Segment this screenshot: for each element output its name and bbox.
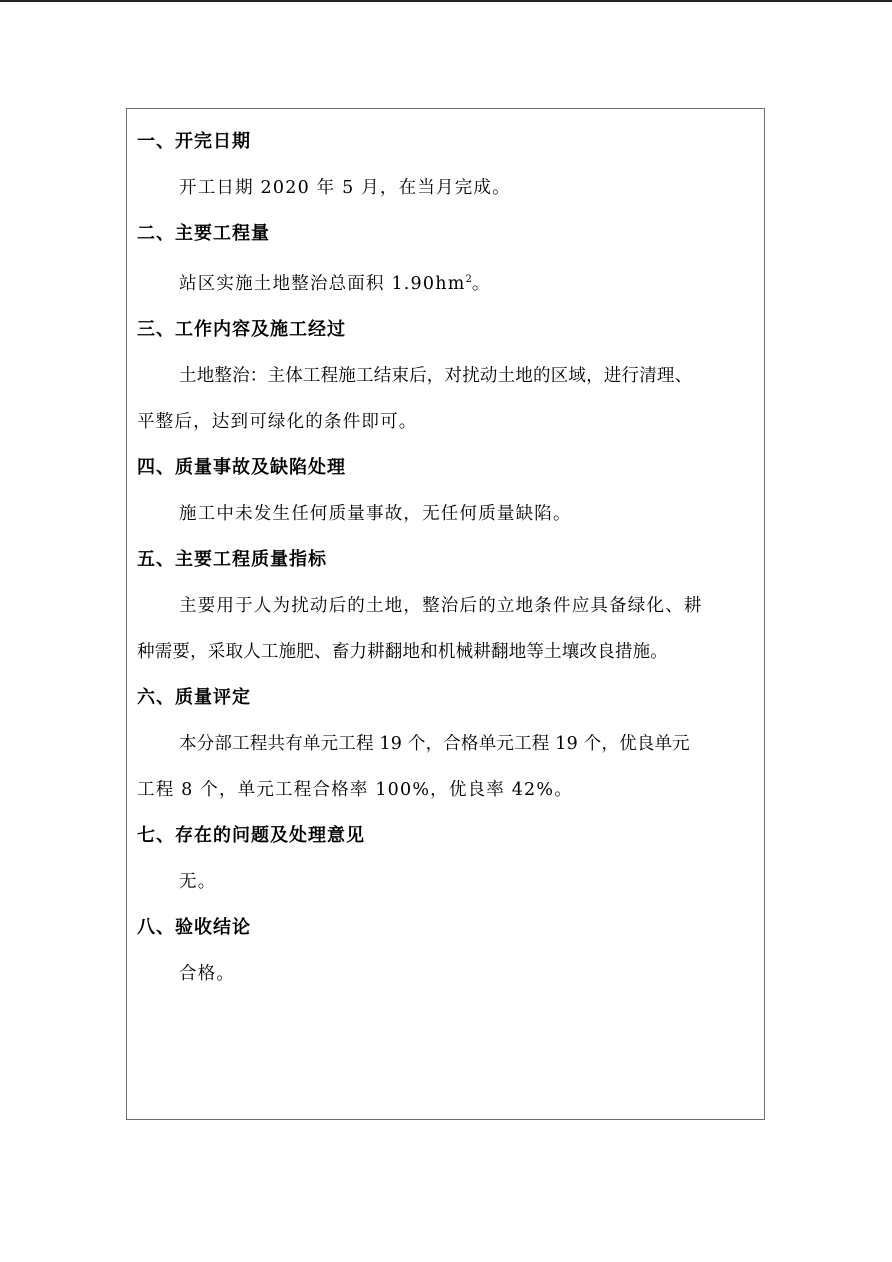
- section-text-issues: 无。: [179, 872, 217, 892]
- section-heading-quality-rating: 六、质量评定: [137, 687, 251, 708]
- section-heading-acceptance-conclusion: 八、验收结论: [137, 917, 251, 938]
- section-text-acceptance-conclusion: 合格。: [179, 964, 236, 984]
- section-heading-quality-accidents: 四、质量事故及缺陷处理: [137, 457, 346, 478]
- section-text-start-end-date: 开工日期 2020 年 5 月，在当月完成。: [179, 178, 511, 198]
- section-heading-main-quantities: 二、主要工程量: [137, 223, 270, 244]
- section-heading-quality-indicators: 五、主要工程质量指标: [137, 549, 327, 570]
- document-frame: [126, 108, 765, 1120]
- section-text-quality-rating-line-1: 本分部工程共有单元工程 19 个，合格单元工程 19 个，优良单元: [179, 734, 690, 754]
- section-text-quality-accidents: 施工中未发生任何质量事故，无任何质量缺陷。: [179, 504, 572, 524]
- section-text-main-quantities: [137, 257, 759, 307]
- section-heading-issues: 七、存在的问题及处理意见: [137, 825, 365, 846]
- section-text-work-content-line-1: 土地整治：主体工程施工结束后，对扰动土地的区域，进行清理、: [179, 366, 693, 386]
- area-unit-superscript: 2: [465, 274, 472, 285]
- section-heading-work-content: 三、工作内容及施工经过: [137, 319, 346, 340]
- document-content: [137, 119, 759, 997]
- section-text-quality-rating-line-2: 工程 8 个，单元工程合格率 100%，优良率 42%。: [137, 780, 573, 800]
- section-heading-start-end-date: 一、开完日期: [137, 131, 251, 152]
- section-text-quality-indicators-line-1: 主要用于人为扰动后的土地，整治后的立地条件应具备绿化、耕: [179, 596, 703, 616]
- area-text-end: 。: [471, 274, 491, 294]
- area-text: 站区实施土地整治总面积 1.90hm: [179, 274, 466, 294]
- page-top-border: [0, 0, 892, 2]
- section-text-work-content-line-2: 平整后，达到可绿化的条件即可。: [137, 412, 418, 432]
- section-text-quality-indicators-line-2: 种需要，采取人工施肥、畜力耕翻地和机械耕翻地等土壤改良措施。: [137, 642, 668, 662]
